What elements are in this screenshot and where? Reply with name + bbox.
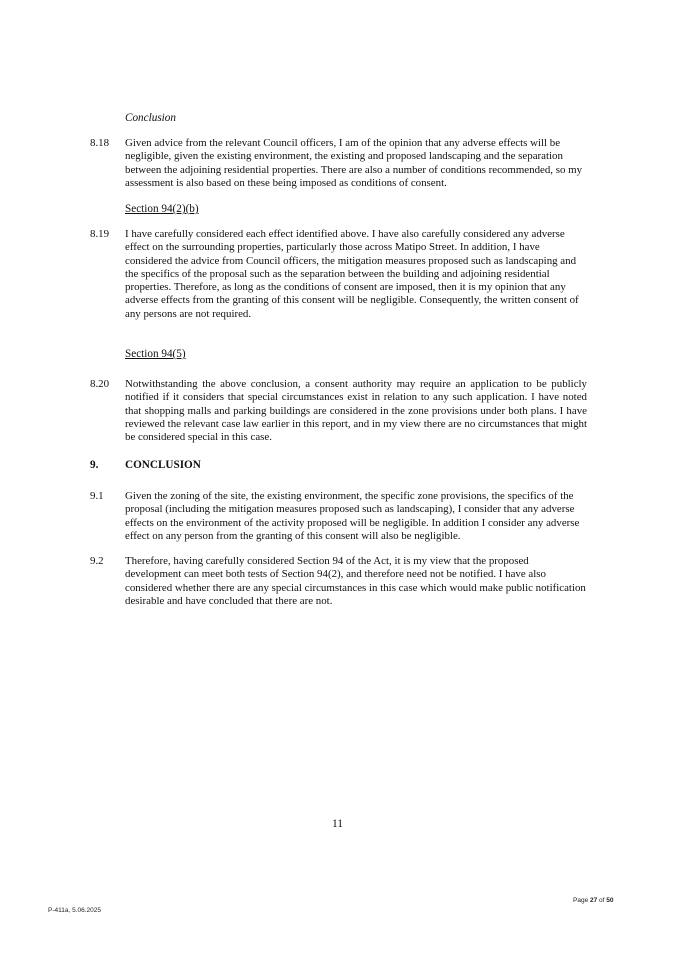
paragraph-8-18 [90, 137, 587, 190]
section-9-heading [90, 458, 201, 472]
paragraph-number: 8.18 [90, 137, 110, 149]
paragraph-text: Given advice from the relevant Council officers, I am of the opinion that any adverse effects will be negligible, given the existing environment, the existing and proposed landscaping and the separation between the adjoining residential properties. There are also a number of conditions recommended, so my assessment is also based on these being imposed as conditions of consent. [125, 137, 583, 189]
conclusion-subheading: Conclusion [125, 112, 176, 124]
paragraph-text: Therefore, having carefully considered Section 94 of the Act, it is my view that the proposed development can meet both tests of Section 94(2), and therefore need not be notified. I have also considered whether there are any special circumstances in this case which would make public notification desirable and have concluded that there are not. [125, 555, 586, 607]
paragraph-text: I have carefully considered each effect identified above. I have also carefully considered any adverse effect on the surrounding properties, particularly those across Matipo Street. In addition, I have considered the advice from Council officers, the mitigation measures proposed such as landscaping and the specifics of the proposal such as the separation between the building and adjoining residential properties. Therefore, as long as the conditions of consent are imposed, then it is my opinion that any adverse effects from the granting of this consent will be negligible. Consequently, the written consent of any persons are not required. [125, 228, 579, 320]
paragraph-number: 9.2 [90, 555, 104, 567]
paragraph-text: Notwithstanding the above conclusion, a consent authority may require an application to be publicly notified if it considers that special circumstances exist in relation to any such application. I have noted that shopping malls and parking buildings are considered in the zone provisions under both plans. I have reviewed the relevant case law earlier in this report, and in my view there are no circumstances that might be considered special in this case. [125, 378, 587, 444]
paragraph-9-1 [90, 490, 587, 543]
footer-page-counter [573, 897, 614, 904]
paragraph-text: Given the zoning of the site, the existing environment, the specific zone provisions, the specifics of the proposal (including the mitigation measures proposed such as landscaping), I consider that any adverse effects on the environment of the activity proposed will be negligible. In addition I consider any adverse effect on any person from the granting of this consent will also be negligible. [125, 490, 580, 542]
paragraph-8-19 [90, 228, 587, 321]
section-94-2-b-subheading: Section 94(2)(b) [125, 203, 199, 215]
footer-page-prefix: Page [573, 897, 589, 904]
footer-doc-reference: P-411a, 5.06.2025 [48, 907, 102, 914]
paragraph-number: 9.1 [90, 490, 104, 502]
footer-page-current: 27 [590, 897, 598, 904]
section-94-5-subheading: Section 94(5) [125, 348, 186, 360]
paragraph-8-20 [90, 378, 587, 444]
paragraph-number: 8.19 [90, 228, 110, 240]
paragraph-number: 8.20 [90, 378, 110, 390]
heading-number: 9. [90, 459, 99, 471]
heading-title: CONCLUSION [125, 459, 201, 471]
footer-page-of: of [599, 897, 605, 904]
page-number: 11 [331, 818, 344, 830]
footer-page-total: 50 [606, 897, 614, 904]
paragraph-9-2 [90, 555, 587, 608]
